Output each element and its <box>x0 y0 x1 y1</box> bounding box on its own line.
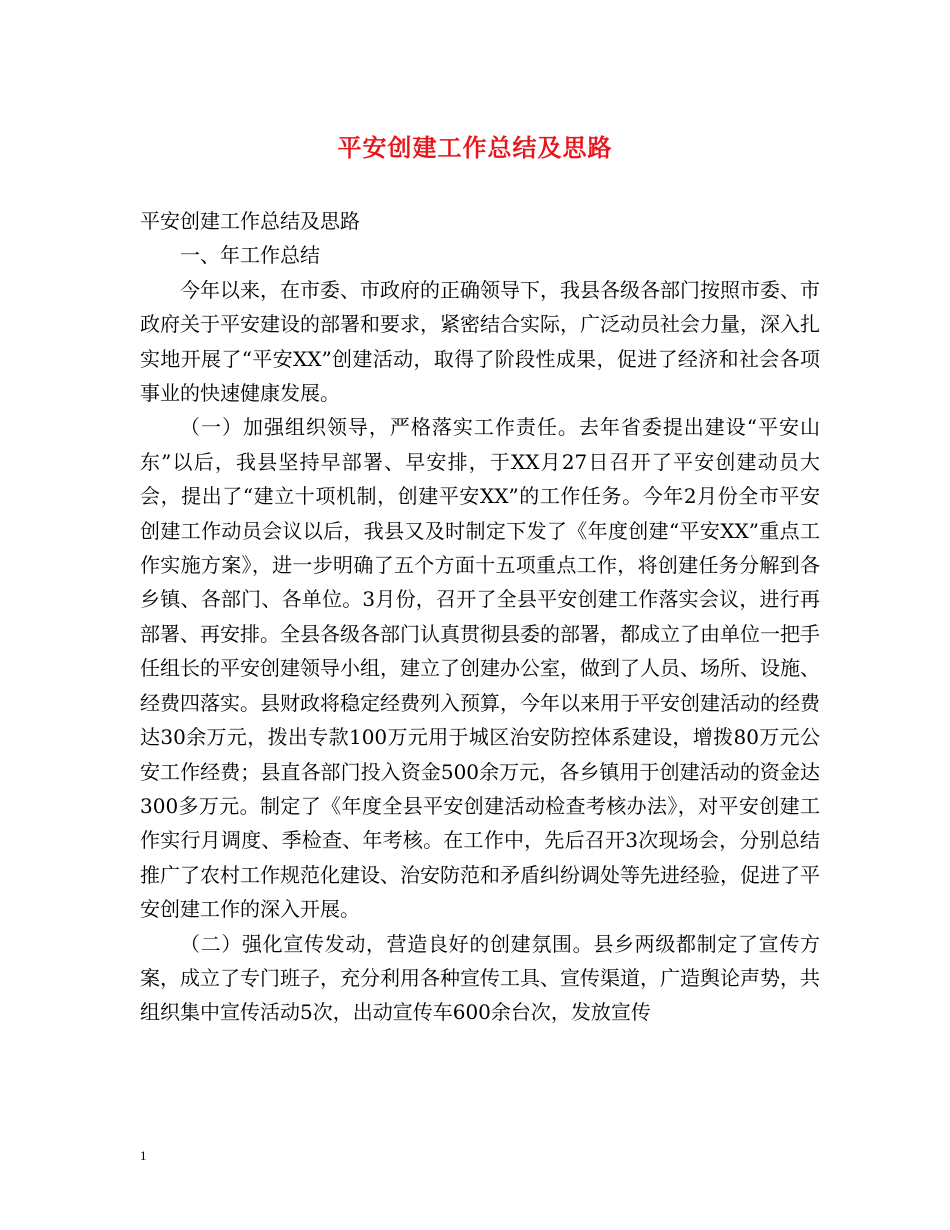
document-body <box>140 204 820 1030</box>
paragraph: （二）强化宣传发动，营造良好的创建氛围。县乡两级都制定了宣传方案，成立了专门班子，充分利用各种宣传工具、宣传渠道，广造舆论声势，共组织集中宣传活动5次，出动宣传车600余台次，发放宣传 <box>140 931 820 1025</box>
page-number: 1 <box>140 1148 147 1163</box>
section-heading: 一、年工作总结 <box>180 243 320 268</box>
paragraph: （一）加强组织领导，严格落实工作责任。去年省委提出建设“平安山东”以后，我县坚持早部署、早安排，于XX月27日召开了平安创建动员大会，提出了“建立十项机制，创建平安XX”的工作任务。今年2月份全市平安创建工作动员会议以后，我县又及时制定下发了《年度创建“平安XX”重点工作实施方案》，进一步明确了五个方面十五项重点工作，将创建任务分解到各乡镇、各部门、各单位。3月份，召开了全县平安创建工作落实会议，进行再部署、再安排。全县各级各部门认真贯彻县委的部署，都成立了由单位一把手任组长的平安创建领导小组，建立了创建办公室，做到了人员、场所、设施、经费四落实。县财政将稳定经费列入预算，今年以来用于平安创建活动的经费达30余万元，拨出专款100万元用于城区治安防控体系建设，增拨80万元公安工作经费；县直各部门投入资金500余万元，各乡镇用于创建活动的资金达300多万元。制定了《年度全县平安创建活动检查考核办法》，对平安创建工作实行月调度、季检查、年考核。在工作中，先后召开3次现场会，分别总结推广了农村工作规范化建设、治安防范和矛盾纠纷调处等先进经验，促进了平安创建工作的深入开展。 <box>140 415 820 922</box>
paragraph: 今年以来，在市委、市政府的正确领导下，我县各级各部门按照市委、市政府关于平安建设的部署和要求，紧密结合实际，广泛动员社会力量，深入扎实地开展了“平安XX”创建活动，取得了阶段性成果，促进了经济和社会各项事业的快速健康发展。 <box>140 277 820 406</box>
document-subtitle: 平安创建工作总结及思路 <box>140 209 360 233</box>
document-title: 平安创建工作总结及思路 <box>337 133 613 162</box>
